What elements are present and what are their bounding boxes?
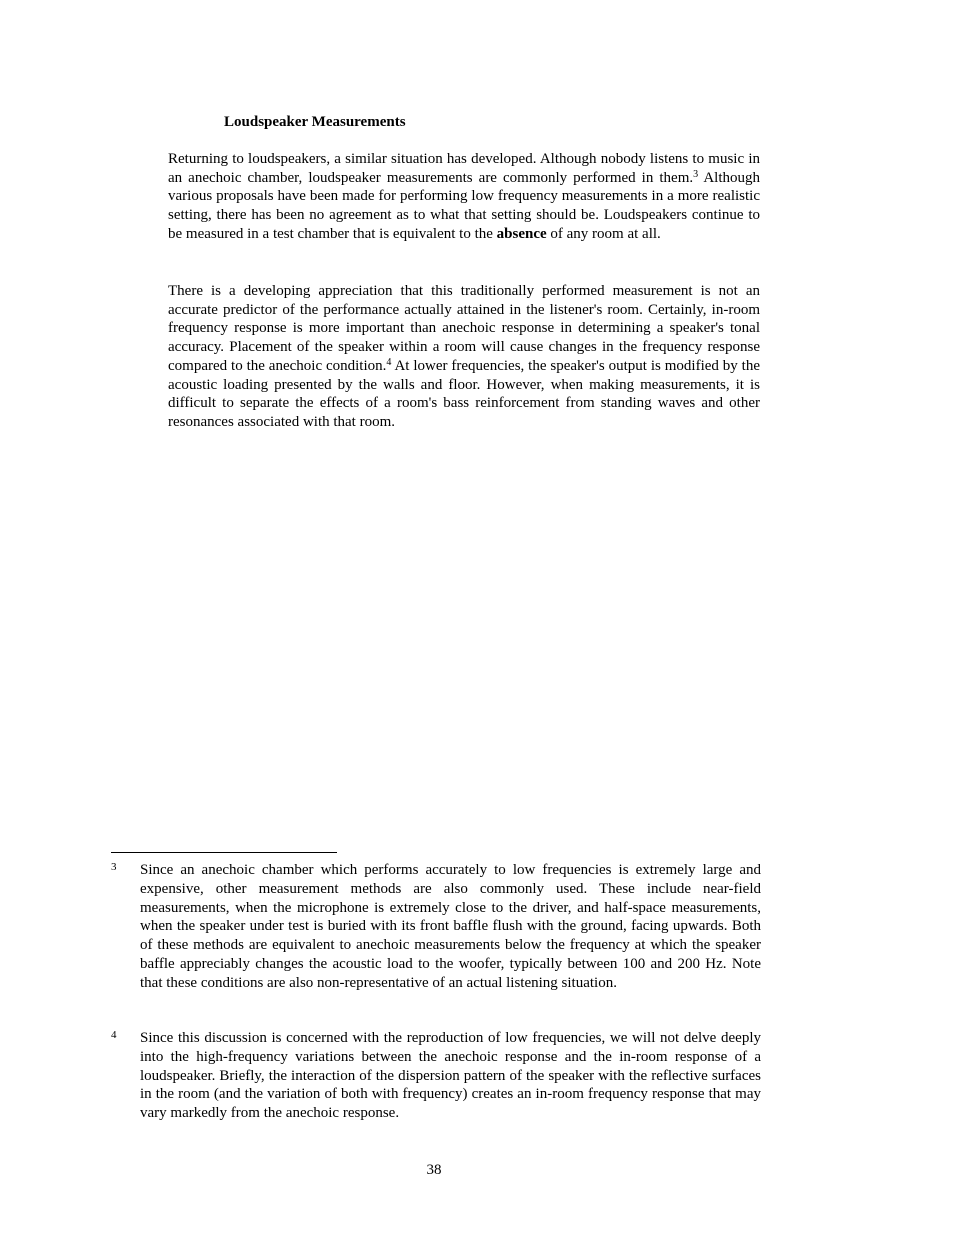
footnote-number: 3 <box>111 861 117 873</box>
footnote-text: Since an anechoic chamber which performs accurately to low frequencies is extremely large and expensive, other measurement methods are also commonly used. These include near-field measurements, when the microphone is extremely close to the driver, and half-space measurements, when the speaker under test is buried with its front baffle flush with the ground, facing upwards. Both of these methods are equivalent to anechoic measurements below the frequency at which the speaker baffle appreciably changes the acoustic load to the woofer, typically between 100 and 200 Hz. Note that these conditions are also non-representative of an actual listening situation. <box>140 862 761 991</box>
footnote-text: Since this discussion is concerned with the reproduction of low frequencies, we will not delve deeply into the high-frequency variations between the anechoic response and the in-room response of a loudspeaker. Briefly, the interaction of the dispersion pattern of the speaker with the reflective surfaces in the room (and the variation of both with frequency) creates an in-room frequency response that may vary markedly from the anechoic response. <box>140 1030 761 1122</box>
paragraph-text: There is a developing appreciation that this traditionally performed measurement is not an accurate predictor of the performance actually attained in the listener's room. Certainly, in-room frequency response is more important than anechoic response in determining a speaker's tonal accuracy. Placement of the speaker within a room will cause changes in the frequency response compared to the anechoic condition. <box>168 283 760 374</box>
paragraph-text: Although various proposals have been made for performing low frequency measurements in a more realistic setting, there has been no agreement as to what that setting should be. Loudspeakers continue to be measured in a test chamber that is equivalent to the <box>168 169 760 242</box>
paragraph-text: of any room at all. <box>546 225 661 242</box>
paragraph-text: Returning to loudspeakers, a similar situation has developed. Although nobody listens to music in an anechoic chamber, loudspeaker measurements are commonly performed in them. <box>168 151 760 186</box>
footnote-3 <box>111 861 761 993</box>
body-paragraph-2 <box>168 282 760 432</box>
page-number: 38 <box>426 1162 442 1178</box>
footnote-ref-4: 4 <box>386 356 392 368</box>
footnote-separator <box>111 852 337 853</box>
body-paragraph-1 <box>168 150 760 244</box>
emphasis-text: absence <box>496 225 547 242</box>
section-heading: Loudspeaker Measurements <box>224 114 406 130</box>
footnote-4 <box>111 1029 761 1123</box>
paragraph-text: At lower frequencies, the speaker's output is modified by the acoustic loading presented by the walls and floor. However, when making measurements, it is difficult to separate the effects of a room's bass reinforcement from standing waves and other resonances associated with that room. <box>168 357 760 430</box>
footnote-ref-3: 3 <box>693 168 699 180</box>
footnote-number: 4 <box>111 1029 117 1041</box>
